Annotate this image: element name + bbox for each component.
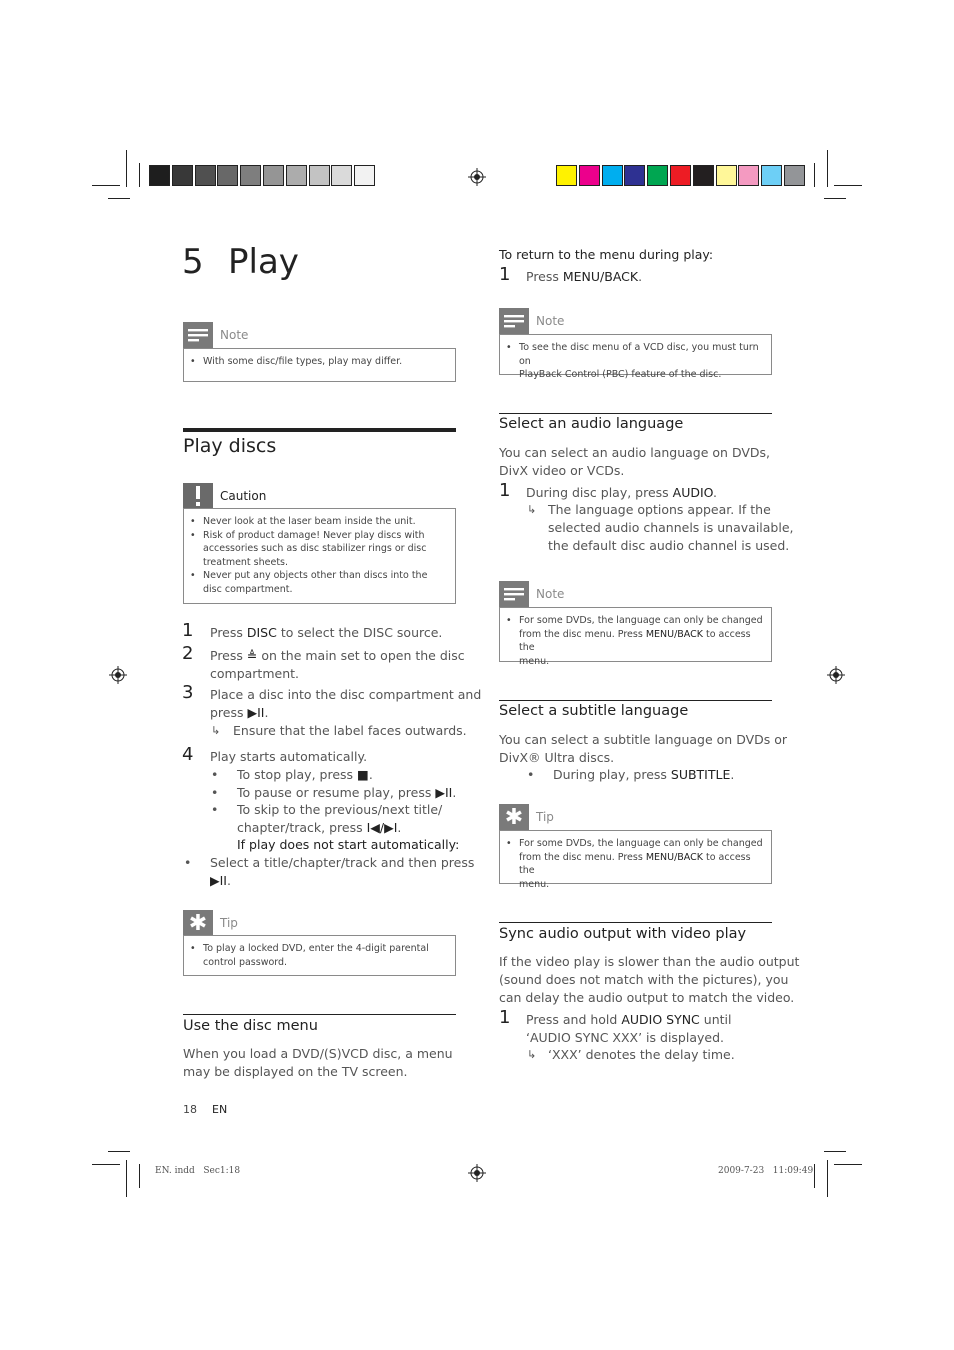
tip-label: Tip — [536, 810, 554, 824]
result-arrow-icon: ↳ — [527, 503, 537, 516]
registration-mark-icon — [827, 666, 845, 684]
crop-mark — [827, 150, 828, 187]
timestamp-slug: 2009-7-23 11:09:49 — [718, 1166, 814, 1176]
color-swatch — [647, 165, 668, 186]
caution-label: Caution — [220, 489, 267, 503]
color-swatch — [309, 165, 330, 186]
bullet-text: To stop play, press ■. — [237, 767, 373, 782]
bullet: • — [184, 855, 192, 870]
crop-mark — [814, 163, 815, 187]
registration-mark-icon — [109, 666, 127, 684]
note-icon — [499, 581, 529, 607]
section-divider — [499, 922, 772, 923]
note-label: Note — [536, 314, 565, 328]
bullet: • — [211, 802, 219, 817]
asterisk-icon: ✱ — [183, 910, 213, 936]
exclamation-icon — [183, 483, 213, 509]
crop-mark — [834, 185, 862, 186]
step-text: Place a disc into the disc compartment and press ▶II. — [210, 687, 482, 720]
stop-icon: ■ — [357, 767, 369, 782]
color-swatch — [354, 165, 375, 186]
bullet: • — [211, 767, 219, 782]
color-swatch — [693, 165, 714, 186]
color-swatch — [624, 165, 645, 186]
section-divider — [499, 700, 772, 701]
crop-mark — [814, 1164, 815, 1188]
tip-item: • For some DVDs, the language can only be changed from the disc menu. Press MENU/BACK to access the menu. — [500, 837, 765, 891]
play-pause-icon: ▶II — [210, 873, 227, 888]
result-text: Ensure that the label faces outwards. — [233, 723, 467, 738]
step-number: 3 — [182, 682, 194, 703]
caution-item: • Never put any objects other than discs into the disc compartment. — [184, 569, 437, 596]
chapter-title: Play — [228, 242, 299, 282]
color-swatch — [716, 165, 737, 186]
section-divider — [183, 1014, 456, 1015]
section-title: Select a subtitle language — [499, 703, 689, 719]
result-text: The language options appear. If the selected audio channels is unavailable, the default disc audio channel is used. — [548, 502, 794, 553]
caution-item: • Never look at the laser beam inside the unit. — [184, 515, 437, 529]
chapter-number: 5 — [182, 242, 204, 282]
step-number: 1 — [499, 264, 511, 285]
note-item: • To see the disc menu of a VCD disc, you must turn on PlayBack Control (PBC) feature of the disc. — [500, 341, 765, 382]
color-swatch — [670, 165, 691, 186]
paragraph: If the video play is slower than the audio output (sound does not match with the pictures), you can delay the audio output to match the video. — [499, 954, 800, 1005]
crop-mark — [108, 1151, 130, 1152]
bullet: • — [211, 785, 219, 800]
result-arrow-icon: ↳ — [211, 724, 221, 737]
caution-item: • Risk of product damage! Never play discs with accessories such as disc stabilizer rings or disc treatment sheets. — [184, 529, 437, 570]
bullet: • — [527, 767, 535, 782]
caution-header — [183, 483, 266, 509]
tip-label: Tip — [220, 916, 238, 930]
tip-header — [183, 910, 238, 936]
color-swatch — [149, 165, 170, 186]
note-box — [499, 334, 772, 380]
step-text: Play starts automatically. — [210, 749, 368, 764]
tip-item: • To play a locked DVD, enter the 4-digit parental control password. — [184, 942, 449, 969]
note-box — [499, 607, 772, 667]
color-swatch — [331, 165, 352, 186]
file-slug: EN. indd Sec1:18 — [155, 1166, 241, 1176]
step-number: 4 — [182, 744, 194, 765]
note-header — [499, 581, 564, 607]
eject-icon: ≜ — [246, 648, 258, 663]
section-title: Use the disc menu — [183, 1018, 318, 1034]
play-pause-icon: ▶II — [435, 785, 453, 800]
crop-mark — [824, 198, 846, 199]
bullet-text: To skip to the previous/next title/ chapter/track, press I◀/▶I. — [237, 802, 443, 835]
tip-box — [183, 935, 456, 976]
step-text: Press ≜ on the main set to open the disc compartment. — [210, 648, 465, 681]
step-number: 1 — [499, 1007, 511, 1028]
page-number: 18 — [183, 1103, 197, 1116]
tip-box — [499, 830, 772, 890]
result-text: ‘XXX’ denotes the delay time. — [548, 1047, 735, 1062]
crop-mark — [824, 1151, 846, 1152]
crop-mark — [827, 1160, 828, 1197]
crop-mark — [126, 150, 127, 187]
color-swatch — [240, 165, 261, 186]
step-text: During disc play, press AUDIO. — [526, 485, 717, 500]
color-swatch — [579, 165, 600, 186]
crop-mark — [92, 185, 120, 186]
color-swatch — [172, 165, 193, 186]
crop-mark — [126, 1160, 127, 1197]
note-header — [499, 308, 564, 334]
section-title: Play discs — [183, 435, 277, 457]
note-label: Note — [220, 328, 249, 342]
note-item: • With some disc/file types, play may differ. — [184, 355, 447, 369]
note-header — [183, 322, 248, 348]
crop-mark — [834, 1164, 862, 1165]
paragraph: When you load a DVD/(S)VCD disc, a menu may be displayed on the TV screen. — [183, 1046, 453, 1079]
registration-mark-icon — [468, 168, 486, 186]
asterisk-icon: ✱ — [499, 804, 529, 830]
bullet-text: During play, press SUBTITLE. — [553, 767, 735, 782]
section-divider — [183, 428, 456, 432]
section-title: Select an audio language — [499, 416, 684, 432]
bullet-text: Select a title/chapter/track and then press ▶II. — [210, 855, 475, 888]
caution-box — [183, 508, 456, 604]
color-swatch — [784, 165, 805, 186]
color-swatch — [602, 165, 623, 186]
registration-mark-icon — [468, 1164, 486, 1182]
section-title: Sync audio output with video play — [499, 926, 747, 942]
crop-mark — [139, 1164, 140, 1188]
color-swatch — [195, 165, 216, 186]
conditional-text: If play does not start automatically: — [237, 837, 460, 852]
note-label: Note — [536, 587, 565, 601]
note-item: • For some DVDs, the language can only be changed from the disc menu. Press MENU/BACK to access the menu. — [500, 614, 765, 668]
bullet-text: To pause or resume play, press ▶II. — [237, 785, 457, 800]
section-divider — [499, 413, 772, 414]
instruction-text: To return to the menu during play: — [499, 247, 714, 262]
color-swatch — [738, 165, 759, 186]
color-swatch — [217, 165, 238, 186]
crop-mark — [139, 163, 140, 187]
note-icon — [499, 308, 529, 334]
paragraph: You can select an audio language on DVDs, DivX video or VCDs. — [499, 445, 771, 478]
step-number: 1 — [182, 620, 194, 641]
result-arrow-icon: ↳ — [527, 1048, 537, 1061]
note-icon — [183, 322, 213, 348]
step-number: 2 — [182, 643, 194, 664]
prev-next-icon: I◀/▶I — [366, 820, 398, 835]
color-swatch — [556, 165, 577, 186]
step-number: 1 — [499, 480, 511, 501]
color-swatch — [761, 165, 782, 186]
step-text: Press and hold AUDIO SYNC until ‘AUDIO SYNC XXX’ is displayed. — [526, 1012, 732, 1045]
note-box — [183, 348, 456, 382]
tip-header — [499, 804, 554, 830]
step-text: Press MENU/BACK. — [526, 269, 643, 284]
language-code: EN — [212, 1103, 228, 1116]
color-swatch — [286, 165, 307, 186]
paragraph: You can select a subtitle language on DVDs or DivX® Ultra discs. — [499, 732, 788, 765]
color-swatch — [263, 165, 284, 186]
crop-mark — [92, 1164, 120, 1165]
crop-mark — [108, 198, 130, 199]
play-pause-icon: ▶II — [247, 705, 265, 720]
step-text: Press DISC to select the DISC source. — [210, 625, 443, 640]
